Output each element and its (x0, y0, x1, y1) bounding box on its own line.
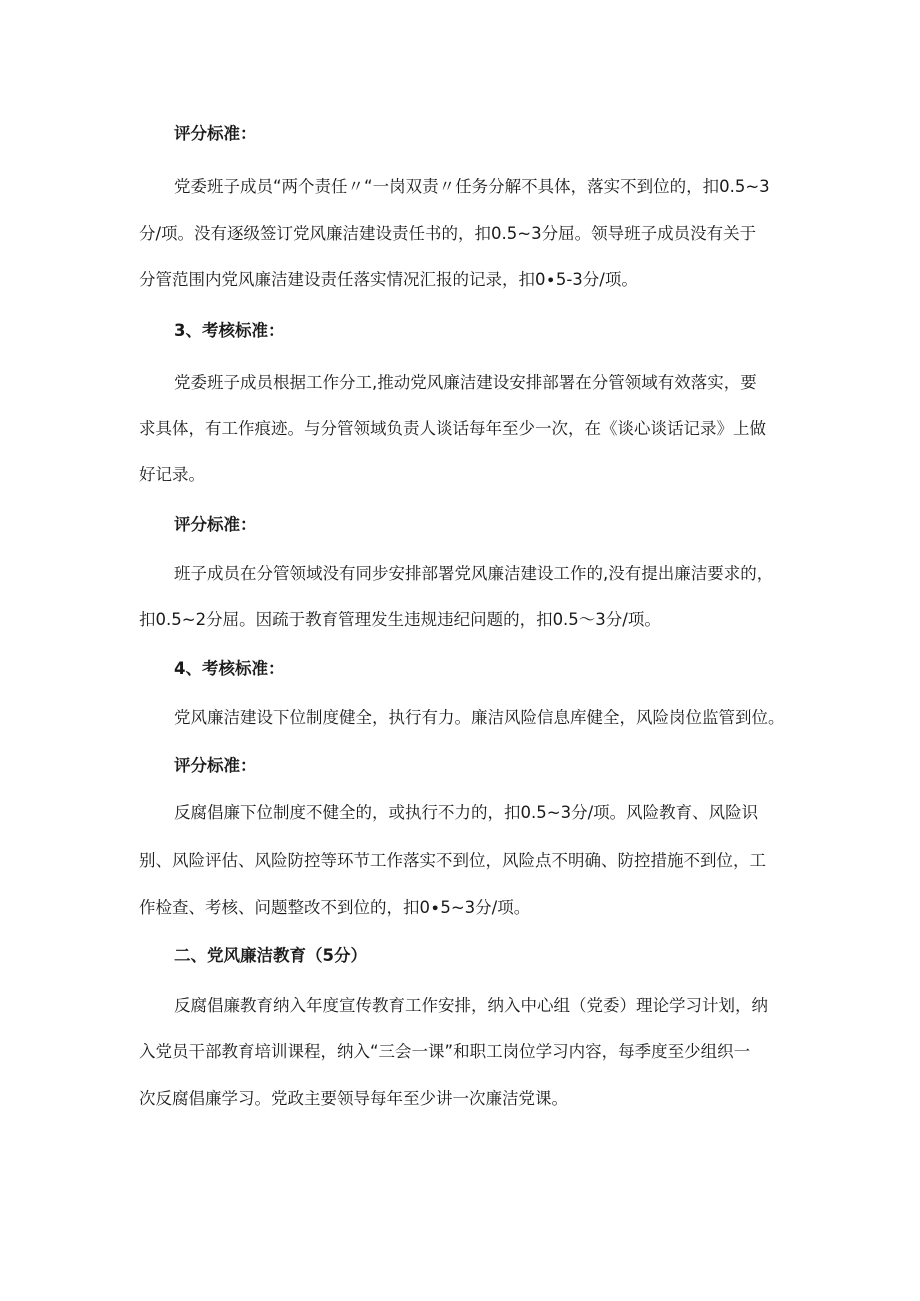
paragraph-line: 求具体，有工作痕迹。与分管领域负责人谈话每年至少一次，在《谈心谈话记录》上做 (139, 419, 766, 438)
section-heading-assessment-4: 4、考核标准： (174, 659, 285, 678)
paragraph-line: 反腐倡廉下位制度不健全的，或执行不力的，扣0.5~3分/项。风险教育、风险识 (174, 803, 759, 822)
section-heading-assessment-3: 3、考核标准： (174, 321, 285, 340)
paragraph-line: 反腐倡廉教育纳入年度宣传教育工作安排，纳入中心组（党委）理论学习计划，纳 (174, 996, 768, 1015)
paragraph-line: 入党员干部教育培训课程，纳入“三会一课”和职工岗位学习内容，每季度至少组织一 (139, 1042, 751, 1061)
paragraph-line: 扣0.5~2分屈。因疏于教育管理发生违规违纪问题的，扣0.5～3分/项。 (139, 610, 661, 629)
paragraph-line: 别、风险评估、风险防控等环节工作落实不到位，风险点不明确、防控措施不到位，工 (139, 851, 766, 870)
paragraph-line: 班子成员在分管领域没有同步安排部署党风廉洁建设工作的,没有提出廉洁要求的， (174, 564, 774, 583)
section-heading-scoring: 评分标准： (174, 124, 257, 143)
paragraph-line: 分/项。没有逐级签订党风廉洁建设责任书的，扣0.5~3分屈。领导班子成员没有关于 (139, 224, 757, 243)
paragraph-line: 党委班子成员根据工作分工,推动党风廉洁建设安排部署在分管领域有效落实，要 (174, 373, 757, 392)
paragraph-line: 分管范围内党风廉洁建设责任落实情况汇报的记录，扣0∙5-3分/项。 (139, 270, 638, 289)
section-heading-scoring: 评分标准： (174, 515, 257, 534)
section-heading-education: 二、党风廉洁教育（5分） (174, 946, 367, 965)
paragraph-line: 党风廉洁建设下位制度健全，执行有力。廉洁风险信息库健全，风险岗位监管到位。 (174, 708, 785, 727)
paragraph-line: 好记录。 (139, 465, 205, 484)
section-heading-scoring: 评分标准： (174, 756, 257, 775)
paragraph-line: 次反腐倡廉学习。党政主要领导每年至少讲一次廉洁党课。 (139, 1089, 568, 1108)
paragraph-line: 党委班子成员“两个责任〃“一岗双责〃任务分解不具体，落实不到位的，扣0.5~3 (174, 177, 770, 196)
paragraph-line: 作检查、考核、问题整改不到位的，扣0∙5~3分/项。 (139, 898, 531, 917)
